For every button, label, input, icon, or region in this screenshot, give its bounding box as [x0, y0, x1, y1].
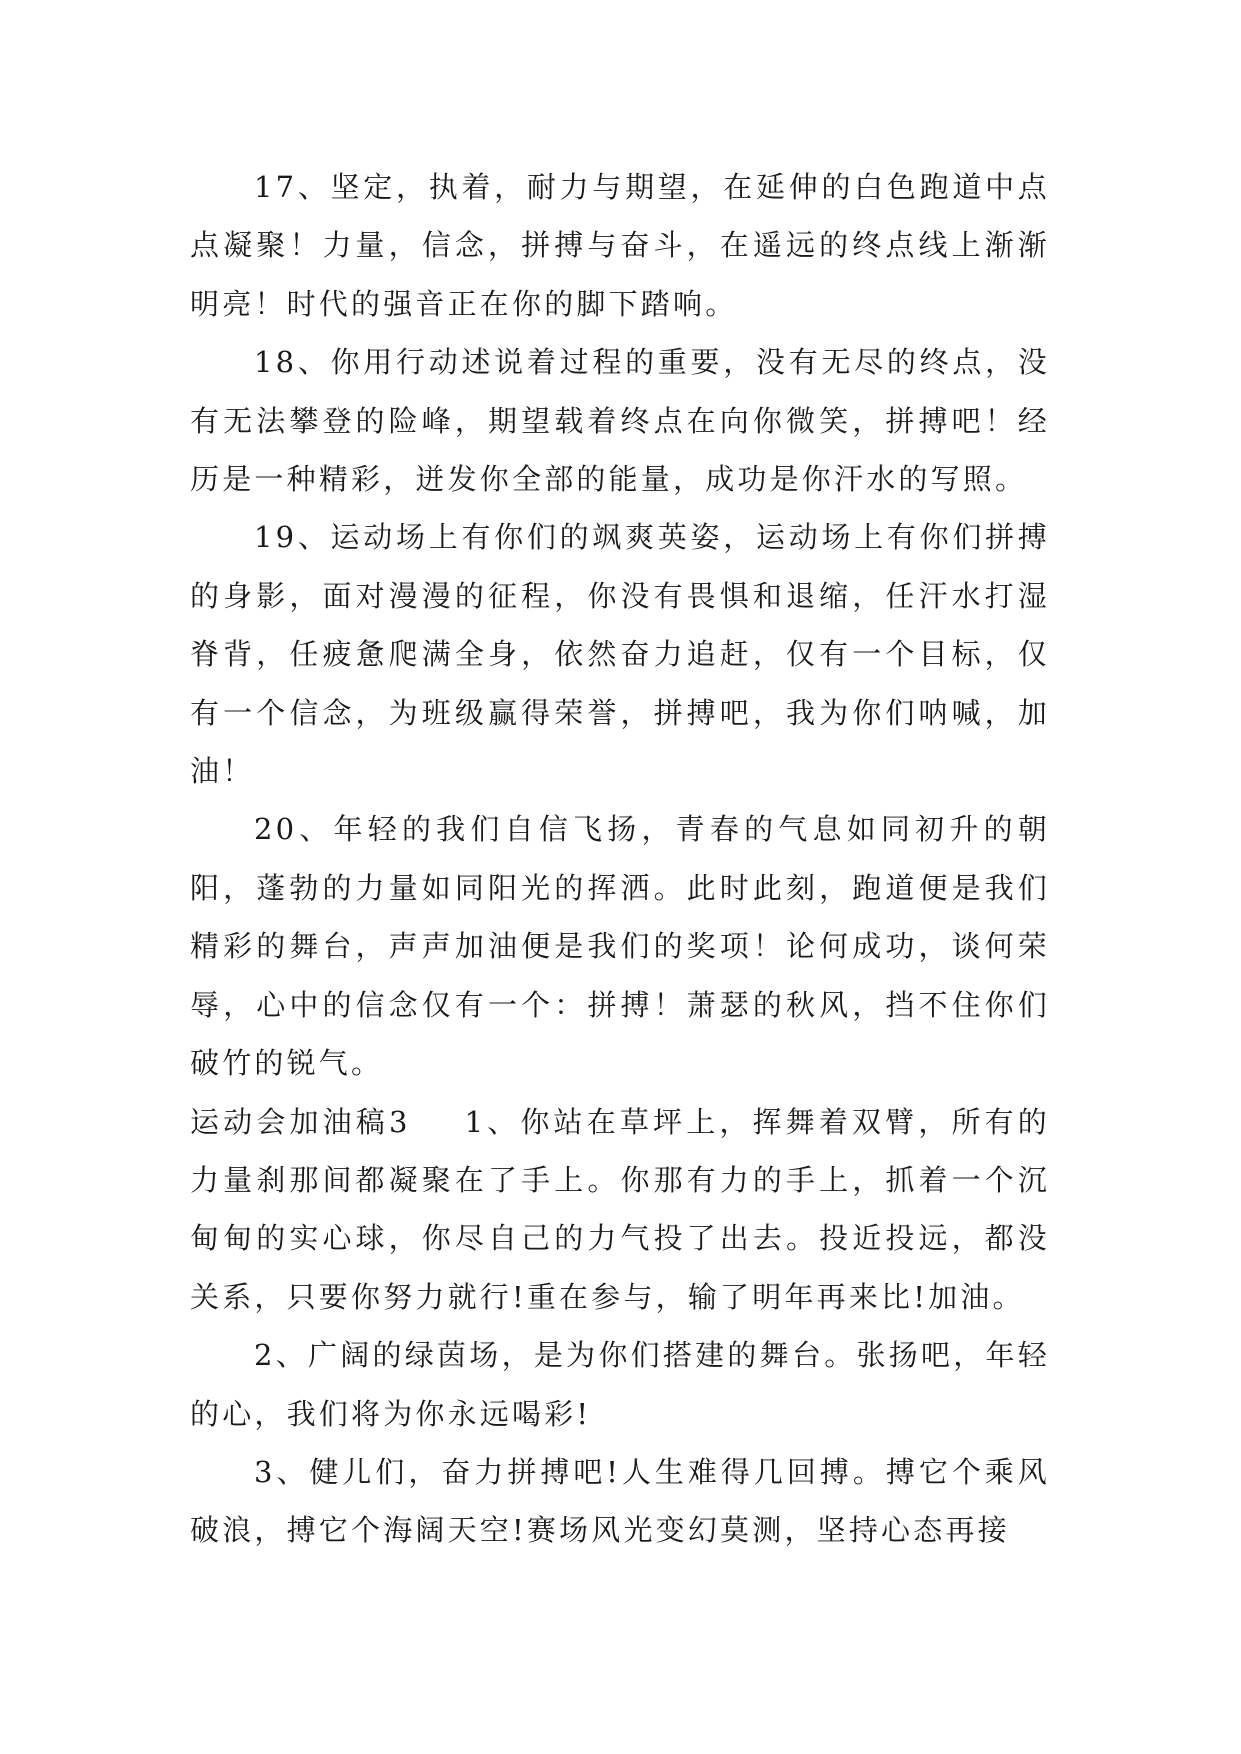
paragraph-17: 17、坚定，执着，耐力与期望，在延伸的白色跑道中点点凝聚！力量，信念，拼搏与奋斗，在遥远的终点线上渐渐明亮！时代的强音正在你的脚下踏响。: [190, 170, 1050, 321]
paragraph-18: 18、你用行动述说着过程的重要，没有无尽的终点，没有无法攀登的险峰，期望载着终点在向你微笑，拼搏吧！经历是一种精彩，迸发你全部的能量，成功是你汗水的写照。: [190, 345, 1050, 497]
section-paragraph-1: 1、你站在草坪上，挥舞着双臂，所有的力量刹那间都凝聚在了手上。你那有力的手上，抓着一个沉甸甸的实心球，你尽自己的力气投了出去。投近投远，都没关系，只要你努力就行!重在参与，输了明年再来比!加油。: [190, 1104, 1050, 1314]
paragraph-20: 20、年轻的我们自信飞扬，青春的气息如同初升的朝阳，蓬勃的力量如同阳光的挥洒。此时此刻，跑道便是我们精彩的舞台，声声加油便是我们的奖项！论何成功，谈何荣辱，心中的信念仅有一个：拼搏！萧瑟的秋风，挡不住你们破竹的锐气。: [190, 812, 1050, 1081]
section-intro-paragraph: [190, 1093, 1050, 1327]
section-heading: 运动会加油稿3: [190, 1104, 411, 1139]
section-paragraph-2: 2、广阔的绿茵场，是为你们搭建的舞台。张扬吧，年轻的心，我们将为你永远喝彩!: [190, 1338, 1050, 1431]
section-paragraph-3: 3、健儿们，奋力拼搏吧!人生难得几回搏。搏它个乘风破浪，搏它个海阔天空!赛场风光变幻莫测，坚持心态再接: [190, 1454, 1050, 1548]
document-body: [190, 158, 1050, 1560]
paragraph-19: 19、运动场上有你们的飒爽英姿，运动场上有你们拼搏的身影，面对漫漫的征程，你没有畏惧和退缩，任汗水打湿脊背，任疲惫爬满全身，依然奋力追赶，仅有一个目标，仅有一个信念，为班级赢得荣誉，拼搏吧，我为你们呐喊，加油！: [190, 520, 1050, 789]
